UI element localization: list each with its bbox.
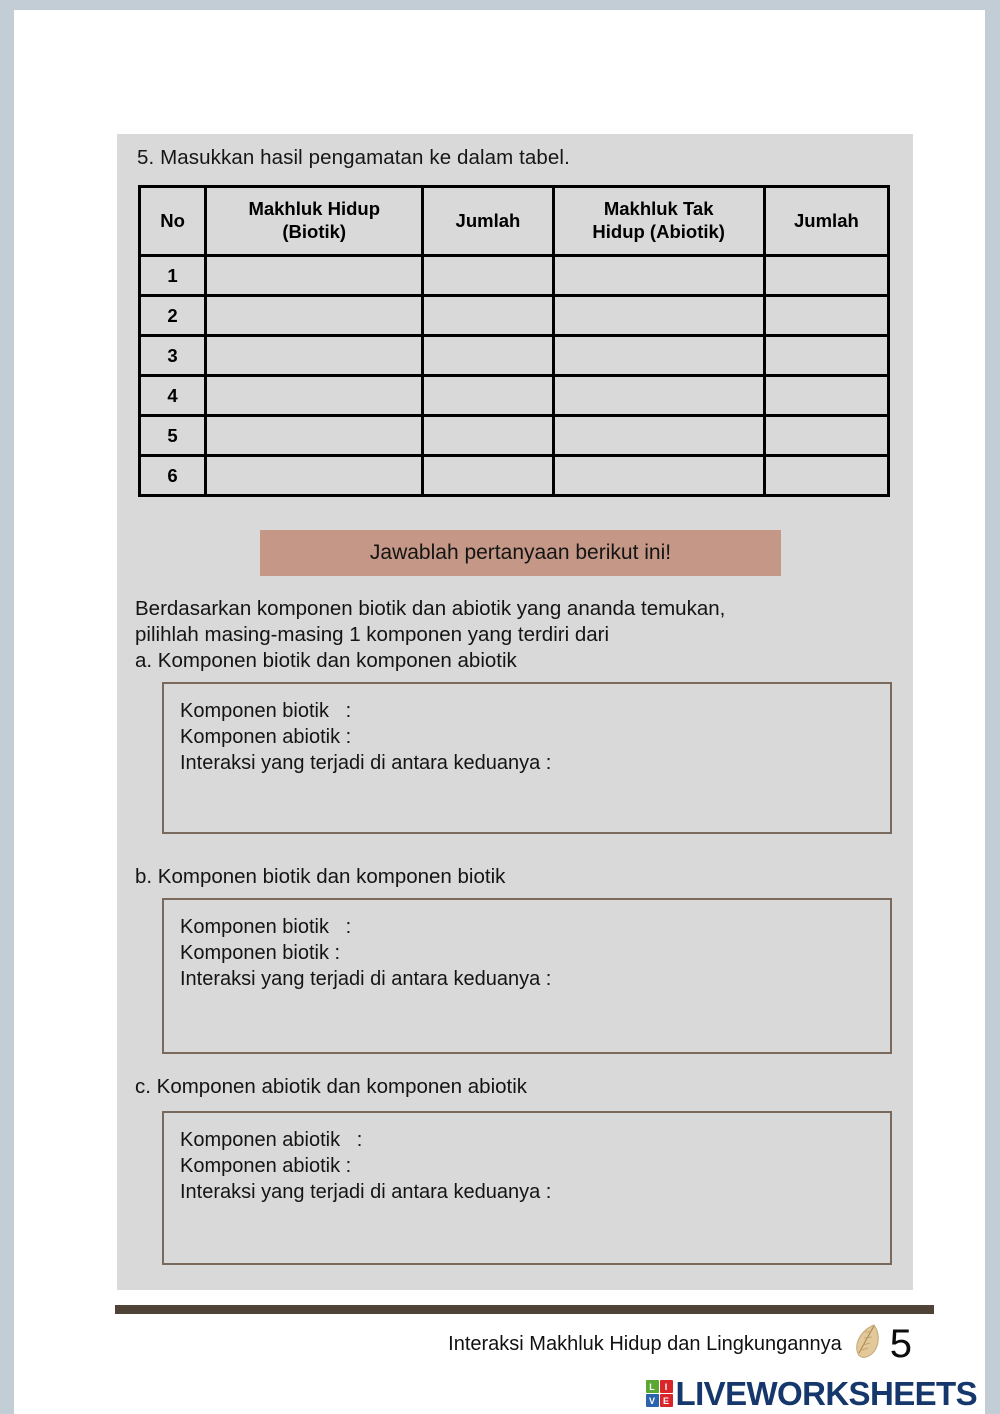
header-no: No xyxy=(140,187,206,256)
cell-abiotik[interactable] xyxy=(553,456,764,496)
table-row xyxy=(140,376,889,416)
table-row xyxy=(140,456,889,496)
cell-biotik[interactable] xyxy=(206,456,423,496)
cell-abiotik[interactable] xyxy=(553,336,764,376)
logo-tile-v: V xyxy=(646,1394,659,1407)
logo-tile-l: L xyxy=(646,1380,659,1393)
question-label-b: b. Komponen biotik dan komponen biotik xyxy=(135,865,506,888)
answer-a-field-1: Komponen biotik : xyxy=(180,700,352,722)
answer-c-field-3: Interaksi yang terjadi di antara keduanya : xyxy=(180,1181,552,1204)
header-jumlah-abiotik: Jumlah xyxy=(764,187,888,256)
cell-biotik[interactable] xyxy=(206,416,423,456)
cell-jumlah-abiotik[interactable] xyxy=(764,296,888,336)
logo-tile-i: I xyxy=(660,1380,673,1393)
cell-jumlah-biotik[interactable] xyxy=(423,256,553,296)
answer-c-field-2: Komponen abiotik : xyxy=(180,1155,352,1178)
answer-c-field-1: Komponen abiotik : xyxy=(180,1129,363,1151)
footer-divider-bar xyxy=(115,1305,934,1314)
answer-b-field-2: Komponen biotik : xyxy=(180,942,341,965)
cell-jumlah-biotik[interactable] xyxy=(423,416,553,456)
answer-section-banner xyxy=(260,530,781,576)
cell-abiotik[interactable] xyxy=(553,256,764,296)
cell-jumlah-abiotik[interactable] xyxy=(764,456,888,496)
liveworksheets-logo[interactable] xyxy=(646,1377,977,1410)
observation-table xyxy=(138,185,890,497)
liveworksheets-tiles xyxy=(646,1380,673,1407)
cell-jumlah-biotik[interactable] xyxy=(423,456,553,496)
answer-box-b[interactable] xyxy=(162,898,892,1054)
row-number: 5 xyxy=(140,416,206,456)
page-number: 5 xyxy=(889,1322,912,1366)
table-body xyxy=(140,256,889,496)
worksheet-content-panel xyxy=(117,134,913,1290)
cell-jumlah-abiotik[interactable] xyxy=(764,376,888,416)
cell-biotik[interactable] xyxy=(206,256,423,296)
answer-a-field-2: Komponen abiotik : xyxy=(180,726,352,749)
prompt-line-3: a. Komponen biotik dan komponen abiotik xyxy=(135,649,517,673)
answer-box-a[interactable] xyxy=(162,682,892,834)
footer xyxy=(115,1320,934,1368)
row-number: 6 xyxy=(140,456,206,496)
page-sheet xyxy=(14,10,985,1414)
header-abiotik-line2: Hidup (Abiotik) xyxy=(592,221,725,242)
table-row xyxy=(140,336,889,376)
liveworksheets-wordmark: LIVEWORKSHEETS xyxy=(675,1375,977,1412)
logo-tile-e: E xyxy=(660,1394,673,1407)
prompt-line-2: pilihlah masing-masing 1 komponen yang terdiri dari xyxy=(135,623,610,647)
leaf-icon xyxy=(852,1322,882,1367)
cell-jumlah-abiotik[interactable] xyxy=(764,336,888,376)
instruction-text: 5. Masukkan hasil pengamatan ke dalam tabel. xyxy=(137,146,570,169)
question-label-c: c. Komponen abiotik dan komponen abiotik xyxy=(135,1075,528,1098)
cell-jumlah-abiotik[interactable] xyxy=(764,256,888,296)
header-makhluk-hidup-biotik xyxy=(206,187,423,256)
cell-biotik[interactable] xyxy=(206,376,423,416)
cell-jumlah-abiotik[interactable] xyxy=(764,416,888,456)
header-biotik-line1: Makhluk Hidup xyxy=(248,198,380,220)
footer-title: Interaksi Makhluk Hidup dan Lingkungannya xyxy=(448,1332,842,1355)
table-row xyxy=(140,256,889,296)
row-number: 1 xyxy=(140,256,206,296)
cell-jumlah-biotik[interactable] xyxy=(423,296,553,336)
row-number: 3 xyxy=(140,336,206,376)
table-header-row xyxy=(140,187,889,256)
header-abiotik-line1: Makhluk Tak xyxy=(603,198,714,220)
cell-biotik[interactable] xyxy=(206,336,423,376)
cell-jumlah-biotik[interactable] xyxy=(423,336,553,376)
row-number: 4 xyxy=(140,376,206,416)
table-row xyxy=(140,416,889,456)
cell-abiotik[interactable] xyxy=(553,296,764,336)
cell-abiotik[interactable] xyxy=(553,416,764,456)
row-number: 2 xyxy=(140,296,206,336)
answer-b-field-3: Interaksi yang terjadi di antara keduanya : xyxy=(180,968,552,991)
prompt-paragraph xyxy=(135,596,896,675)
cell-biotik[interactable] xyxy=(206,296,423,336)
prompt-line-1: Berdasarkan komponen biotik dan abiotik yang ananda temukan, xyxy=(135,597,726,620)
cell-abiotik[interactable] xyxy=(553,376,764,416)
banner-label: Jawablah pertanyaan berikut ini! xyxy=(369,541,672,564)
header-jumlah-biotik: Jumlah xyxy=(423,187,553,256)
header-biotik-line2: (Biotik) xyxy=(282,221,347,242)
header-makhluk-tak-hidup-abiotik xyxy=(553,187,764,256)
answer-b-field-1: Komponen biotik : xyxy=(180,916,352,938)
answer-box-c[interactable] xyxy=(162,1111,892,1265)
cell-jumlah-biotik[interactable] xyxy=(423,376,553,416)
answer-a-field-3: Interaksi yang terjadi di antara keduanya : xyxy=(180,752,552,775)
table-row xyxy=(140,296,889,336)
